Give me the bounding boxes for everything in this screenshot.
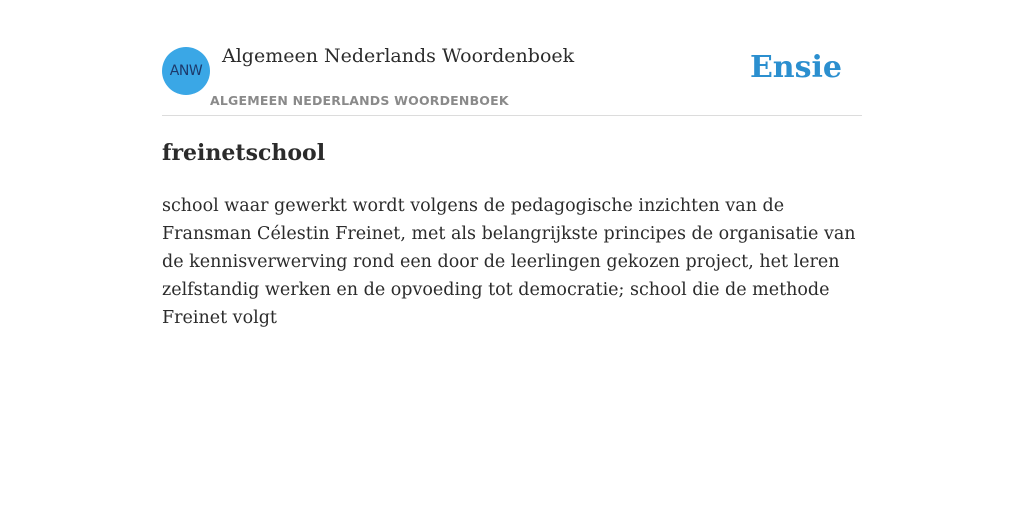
source-subtitle: ALGEMEEN NEDERLANDS WOORDENBOEK xyxy=(210,93,509,108)
entry-headword: freinetschool xyxy=(162,140,326,166)
logo-text: ANW xyxy=(169,63,203,79)
source-title[interactable]: Algemeen Nederlands Woordenboek xyxy=(222,45,575,67)
header-divider xyxy=(162,115,862,116)
entry-definition: school waar gewerkt wordt volgens de pedagogische inzichten van de Fransman Célestin Freinet, met als belangrijkste principes de organisatie van de kennisverwerving rond een door de leerlingen gekozen project, het leren zelfstandig werken en de opvoeding tot democratie; school die de methode Freinet volgt xyxy=(162,196,856,328)
ensie-brand-link[interactable]: Ensie xyxy=(749,50,842,85)
anw-logo-icon[interactable] xyxy=(162,47,210,95)
